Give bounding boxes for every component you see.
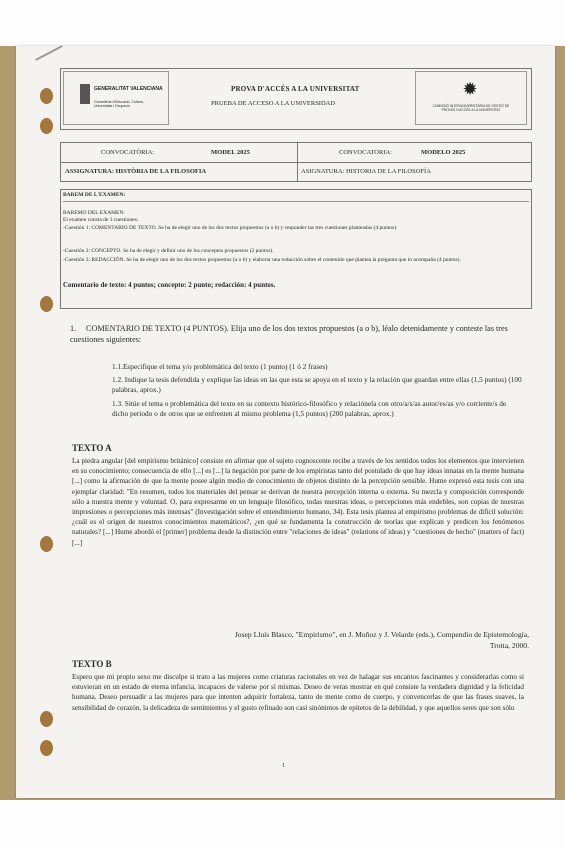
grading-box — [60, 189, 532, 309]
question-number: 1. — [70, 324, 77, 333]
binder-hole — [40, 118, 53, 134]
question-item: 1.1.Especifique el tema y/o problemática del texto (1 punto) (1 ó 2 frases) — [112, 362, 328, 371]
binder-hole — [40, 740, 53, 756]
barem-line: -Cuestión 3: REDACCIÓN. Se ha de elegir uno de los dos textos propuestos (a o b) y elaborar una redacción sobre el contenido que plantea la pregunta que lo acompaña (4 puntos). — [63, 257, 461, 263]
exam-info-table — [60, 142, 532, 182]
binder-hole — [40, 296, 53, 312]
generalitat-name: GENERALITAT VALENCIANA — [94, 86, 163, 92]
table-divider — [297, 143, 298, 181]
commission-logo — [415, 71, 527, 125]
title-spanish: PRUEBA DE ACCESO A LA UNIVERSIDAD — [211, 100, 336, 107]
convocatoria-label-es: CONVOCATORIA: — [339, 149, 392, 156]
text-a-citation-publisher: Trotta, 2000. — [489, 641, 529, 650]
binder-hole — [40, 711, 53, 727]
sun-emblem-icon: ✹ — [462, 79, 478, 99]
binder-hole — [40, 536, 53, 552]
text-b-heading: TEXTO B — [72, 659, 112, 669]
barem-line: -Cuestión 1: COMENTARIO DE TEXTO. Se ha de elegir uno de los dos textos propuestos (a o b) y responder las tres cuestiones planteadas (4 puntos). — [63, 225, 398, 231]
convocatoria-value-va: MODEL 2025 — [211, 149, 250, 156]
title-valencian: PROVA D'ACCÉS A LA UNIVERSITAT — [231, 85, 360, 93]
barem-line: -Cuestión 2: CONCEPTO. Se ha de elegir y definir uno de los conceptos propuestos (2 puntos). — [63, 248, 274, 254]
barem-line: BAREMO DEL EXAMEN: — [63, 210, 125, 216]
question-item: 1.2. Indique la tesis defendida y explique las ideas en las que esta se apoya en el texto y la relación que guardan entre ellas (1,5 puntos) (100 palabras, aprox.) — [112, 375, 522, 394]
page-number: 1 — [282, 763, 285, 769]
exam-header — [60, 68, 532, 130]
text-a-heading: TEXTO A — [72, 443, 112, 453]
crest-icon — [80, 84, 90, 104]
subject-es: ASIGNATURA: HISTORIA DE LA FILOSOFÍA — [301, 168, 431, 175]
commission-name: COMISSIÓ INTERUNIVERSITÀRIA DE GESTIÓ DE PROVES D'ACCÉS A LA UNIVERSITAT — [432, 104, 510, 112]
text-a-body: La piedra angular [del empirismo británico] consiste en afirmar que el sujeto cognoscente recibe a través de los sentidos todos los elementos que intervienen en su conocimiento; consecuencia de ello [...] es [...] la negación por parte de los empiristas tanto del postulado de que hay ideas innatas en la mente humana [...] como la afirmación de que la mente posee algún medio de conocimiento de objetos distinto de la percepción sensible. Hume expresó esta tesis con una ejemplar claridad: "En resumen, todos los materiales del pensar se derivan de nuestra percepción interna o externa. Su mezcla y composición corresponde sólo a nuestra mente y voluntad. O, para expresarme en un lenguaje filosófico, todas nuestras ideas, o percepciones más endebles, son copias de nuestras impresiones o percepciones más intensas" (Investigación sobre el entendimiento humano, 34). Esta tesis plantea al empirismo problemas de difícil solución: ¿cuál es el origen de nuestros conocimientos matemáticos?, ¿en qué se fundamenta la construcción de teorías que explican y predicen los fenómenos naturales? [...] Hume abordó el [primer] problema desde la distinción entre "relaciones de ideas" (relations of ideas) y "cuestiones de hecho" (matters of fact) [...] — [72, 457, 524, 547]
barem-line: El examen consta de 3 cuestiones: — [63, 217, 139, 223]
conselleria-name: Conselleria d'Educació, Cultura, Universitats i Ocupació — [94, 100, 144, 108]
divider — [63, 201, 529, 202]
subject-va: ASSIGNATURA: HISTÒRIA DE LA FILOSOFIA — [65, 168, 207, 175]
table-row — [61, 162, 531, 181]
text-b-body: Espero que mi propio sexo me disculpe si trato a las mujeres como criaturas racionales en vez de halagar sus encantos fascinantes y considerarlas como si estuvieran en un estado de eterna infancia, incapaces de valerse por sí mismas. Deseo de veras mostrar en qué consiste la verdadera dignidad y la felicidad humana. Deseo persuadir a las mujeres para que intenten adquirir fortaleza, tanto de mente como de cuerpo, y convencerlas de que las frases suaves, la sensibilidad de corazón, la delicadeza de sentimientos y el gusto refinado son casi sinónimos de epítetos de la debilidad, y que aquellos seres que son sólo — [72, 673, 524, 712]
generalitat-logo — [63, 71, 169, 125]
barem-heading: BAREM DE L'EXAMEN: — [63, 192, 126, 198]
convocatoria-value-es: MODELO 2025 — [421, 149, 466, 156]
question-1 — [70, 323, 530, 345]
screenshot-top-margin — [0, 0, 565, 46]
convocatoria-label-va: CONVOCATÒRIA: — [101, 149, 155, 156]
question-1-text: COMENTARIO DE TEXTO (4 PUNTOS). Elija uno de los dos textos propuestos (a o b), léalo detenidamente y conteste las tres cuestiones siguientes: — [70, 324, 508, 344]
table-row — [61, 143, 531, 163]
text-a-citation: Josep Lluís Blasco, "Empirismo", en J. Muñoz y J. Velarde (eds.), Compendio de Epistemología, — [234, 630, 529, 639]
question-item: 1.3. Sitúe el tema o problemática del texto en su contexto histórico-filosófico y relaciónela con otro/a/s/as autor/es/as y/o corriente/s de dicho periodo o de otros que se enfrenten al mismo problema (1,5 puntos) (200 palabras, aprox.) — [112, 399, 507, 418]
binder-hole — [40, 88, 53, 104]
screenshot-bottom-margin — [0, 800, 565, 848]
barem-summary: Comentario de texto: 4 puntos; concepto: 2 punto; redacción: 4 puntos. — [63, 281, 276, 289]
